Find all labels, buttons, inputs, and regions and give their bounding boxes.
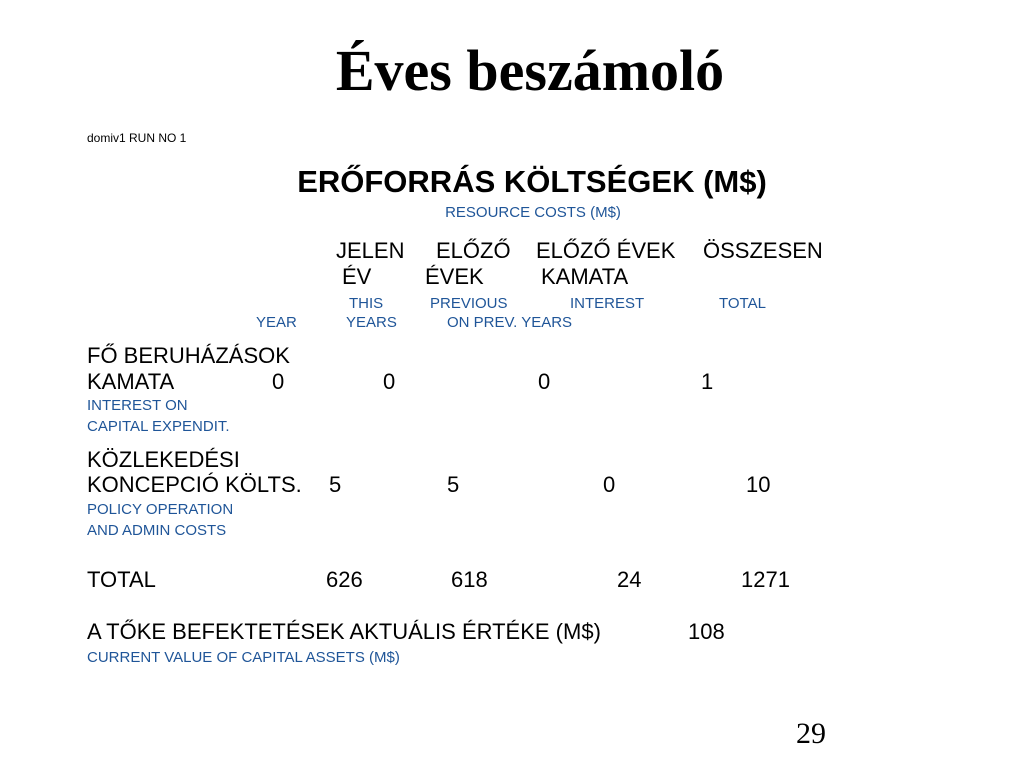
row1-value-previous-years: 0 bbox=[383, 369, 396, 394]
row1-label-hu-2: KAMATA bbox=[87, 369, 175, 394]
row2-value-this-year: 5 bbox=[329, 472, 342, 497]
row2-value-previous-years: 5 bbox=[447, 472, 460, 497]
slide-title: Éves beszámoló bbox=[335, 38, 725, 103]
col-this-year-hu-2: ÉV bbox=[342, 264, 372, 289]
col-interest-hu-1: ELŐZŐ ÉVEK bbox=[536, 238, 676, 263]
col-this-year-en-1: THIS bbox=[349, 295, 384, 312]
col-previous-years-hu-2: ÉVEK bbox=[425, 264, 484, 289]
total-value-this-year: 626 bbox=[326, 567, 363, 592]
col-interest-en-2: ON PREV. YEARS bbox=[447, 314, 573, 331]
row2-label-en-1: POLICY OPERATION bbox=[87, 501, 234, 518]
row2-label-hu-2: KONCEPCIÓ KÖLTS. bbox=[87, 472, 302, 497]
row2-label-hu-1: KÖZLEKEDÉSI bbox=[87, 447, 240, 472]
row2-label-en-2: AND ADMIN COSTS bbox=[87, 522, 227, 539]
col-previous-years-hu-1: ELŐZŐ bbox=[436, 238, 511, 263]
row1-label-hu-1: FŐ BERUHÁZÁSOK bbox=[87, 343, 290, 368]
col-total-en: TOTAL bbox=[719, 295, 766, 312]
total-value-previous-years: 618 bbox=[451, 567, 488, 592]
row1-label-en-1: INTEREST ON bbox=[87, 397, 188, 414]
total-label: TOTAL bbox=[87, 567, 156, 592]
row1-value-total: 1 bbox=[701, 369, 714, 394]
run-label: domiv1 RUN NO 1 bbox=[87, 131, 187, 145]
col-interest-en-1: INTEREST bbox=[570, 295, 645, 312]
row1-value-interest: 0 bbox=[538, 369, 551, 394]
col-total-hu: ÖSSZESEN bbox=[703, 238, 823, 263]
capital-label-hu: A TŐKE BEFEKTETÉSEK AKTUÁLIS ÉRTÉKE (M$) bbox=[87, 619, 601, 644]
row1-label-en-2: CAPITAL EXPENDIT. bbox=[87, 418, 230, 435]
row2-value-total: 10 bbox=[746, 472, 771, 497]
total-value-total: 1271 bbox=[741, 567, 790, 592]
table-subtitle: RESOURCE COSTS (M$) bbox=[445, 204, 621, 221]
col-interest-hu-2: KAMATA bbox=[541, 264, 629, 289]
total-value-interest: 24 bbox=[617, 567, 642, 592]
capital-value: 108 bbox=[688, 619, 725, 644]
table-title: ERŐFORRÁS KÖLTSÉGEK (M$) bbox=[297, 164, 767, 199]
col-this-year-en-2: YEAR bbox=[256, 314, 297, 331]
capital-label-en: CURRENT VALUE OF CAPITAL ASSETS (M$) bbox=[87, 649, 400, 666]
row1-value-this-year: 0 bbox=[272, 369, 285, 394]
col-previous-years-en-2: YEARS bbox=[346, 314, 397, 331]
col-previous-years-en-1: PREVIOUS bbox=[430, 295, 508, 312]
row2-value-interest: 0 bbox=[603, 472, 616, 497]
col-this-year-hu-1: JELEN bbox=[336, 238, 405, 263]
page-number: 29 bbox=[796, 717, 826, 750]
